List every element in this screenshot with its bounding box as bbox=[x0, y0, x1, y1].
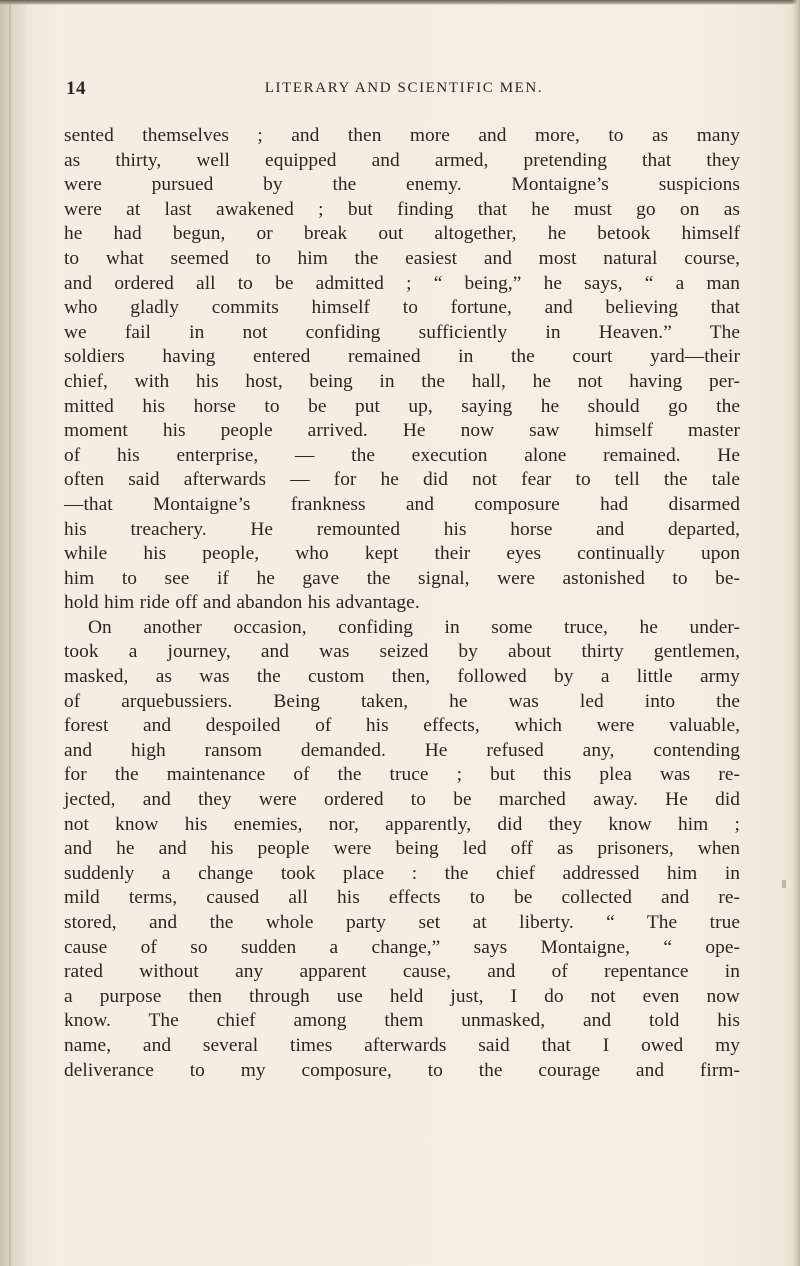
page-number: 14 bbox=[66, 78, 86, 99]
text-line: of arquebussiers. Being taken, he was led into the bbox=[64, 690, 740, 712]
text-line: not know his enemies, nor, apparently, did they know him ; bbox=[64, 813, 740, 835]
text-line: took a journey, and was seized by about thirty gentlemen, bbox=[64, 641, 740, 663]
text-line: jected, and they were ordered to be marched away. He did bbox=[64, 789, 740, 811]
text-line: name, and several times afterwards said that I owed my bbox=[64, 1034, 740, 1056]
text-line: moment his people arrived. He now saw himself master bbox=[64, 420, 740, 442]
text-line: to what seemed to him the easiest and most natural course, bbox=[64, 247, 740, 269]
text-line: were at last awakened ; but finding that he must go on as bbox=[64, 198, 740, 220]
page-gutter bbox=[0, 0, 26, 1266]
text-line: often said afterwards — for he did not fear to tell the tale bbox=[64, 469, 740, 491]
text-line: as thirty, well equipped and armed, pretending that they bbox=[64, 149, 740, 171]
text-line: we fail in not confiding sufficiently in Heaven.” The bbox=[64, 321, 740, 343]
running-head: LITERARY AND SCIENTIFIC MEN. bbox=[264, 80, 544, 96]
text-line: his treachery. He remounted his horse and departed, bbox=[64, 518, 740, 540]
text-line: mild terms, caused all his effects to be collected and re- bbox=[64, 887, 740, 909]
text-line: cause of so sudden a change,” says Montaigne, “ ope- bbox=[64, 936, 740, 958]
right-page-edge bbox=[792, 0, 800, 1266]
text-line: he had begun, or break out altogether, he betook himself bbox=[64, 223, 740, 245]
page-header bbox=[66, 78, 742, 108]
text-line: while his people, who kept their eyes continually upon bbox=[64, 543, 740, 565]
text-line: of his enterprise, — the execution alone remained. He bbox=[64, 444, 740, 466]
text-line: and ordered all to be admitted ; “ being,” he says, “ a man bbox=[64, 272, 740, 294]
paper-speck bbox=[782, 880, 786, 888]
text-line: for the maintenance of the truce ; but this plea was re- bbox=[64, 764, 740, 786]
body-text bbox=[64, 124, 740, 1083]
text-line: hold him ride off and abandon his advantage. bbox=[64, 592, 420, 614]
text-line: stored, and the whole party set at liberty. “ The true bbox=[64, 912, 740, 933]
text-line: On another occasion, confiding in some truce, he under- bbox=[88, 616, 740, 638]
text-line: and high ransom demanded. He refused any, contending bbox=[64, 739, 740, 761]
text-line: a purpose then through use held just, I do not even now bbox=[64, 985, 740, 1007]
text-line: rated without any apparent cause, and of repentance in bbox=[64, 961, 740, 983]
text-line: chief, with his host, being in the hall, he not having per- bbox=[64, 370, 740, 392]
text-line: forest and despoiled of his effects, which were valuable, bbox=[64, 715, 740, 737]
text-line: mitted his horse to be put up, saying he should go the bbox=[64, 395, 740, 417]
text-line: —that Montaigne’s frankness and composure had disarmed bbox=[64, 493, 740, 515]
text-line: who gladly commits himself to fortune, and believing that bbox=[64, 297, 740, 319]
top-page-edge bbox=[0, 0, 800, 5]
text-line: masked, as was the custom then, followed by a little army bbox=[64, 666, 740, 688]
text-line: suddenly a change took place : the chief addressed him in bbox=[64, 862, 740, 884]
text-line: sented themselves ; and then more and more, to as many bbox=[64, 125, 740, 146]
text-line: him to see if he gave the signal, were astonished to be- bbox=[64, 567, 740, 589]
text-line: and he and his people were being led off as prisoners, when bbox=[64, 838, 740, 860]
text-line: know. The chief among them unmasked, and told his bbox=[64, 1010, 740, 1032]
text-line: were pursued by the enemy. Montaigne’s suspicions bbox=[64, 174, 740, 196]
text-line: deliverance to my composure, to the courage and firm- bbox=[64, 1059, 740, 1081]
text-line: soldiers having entered remained in the court yard—their bbox=[64, 346, 740, 368]
gutter-shadow-line bbox=[9, 0, 11, 1266]
